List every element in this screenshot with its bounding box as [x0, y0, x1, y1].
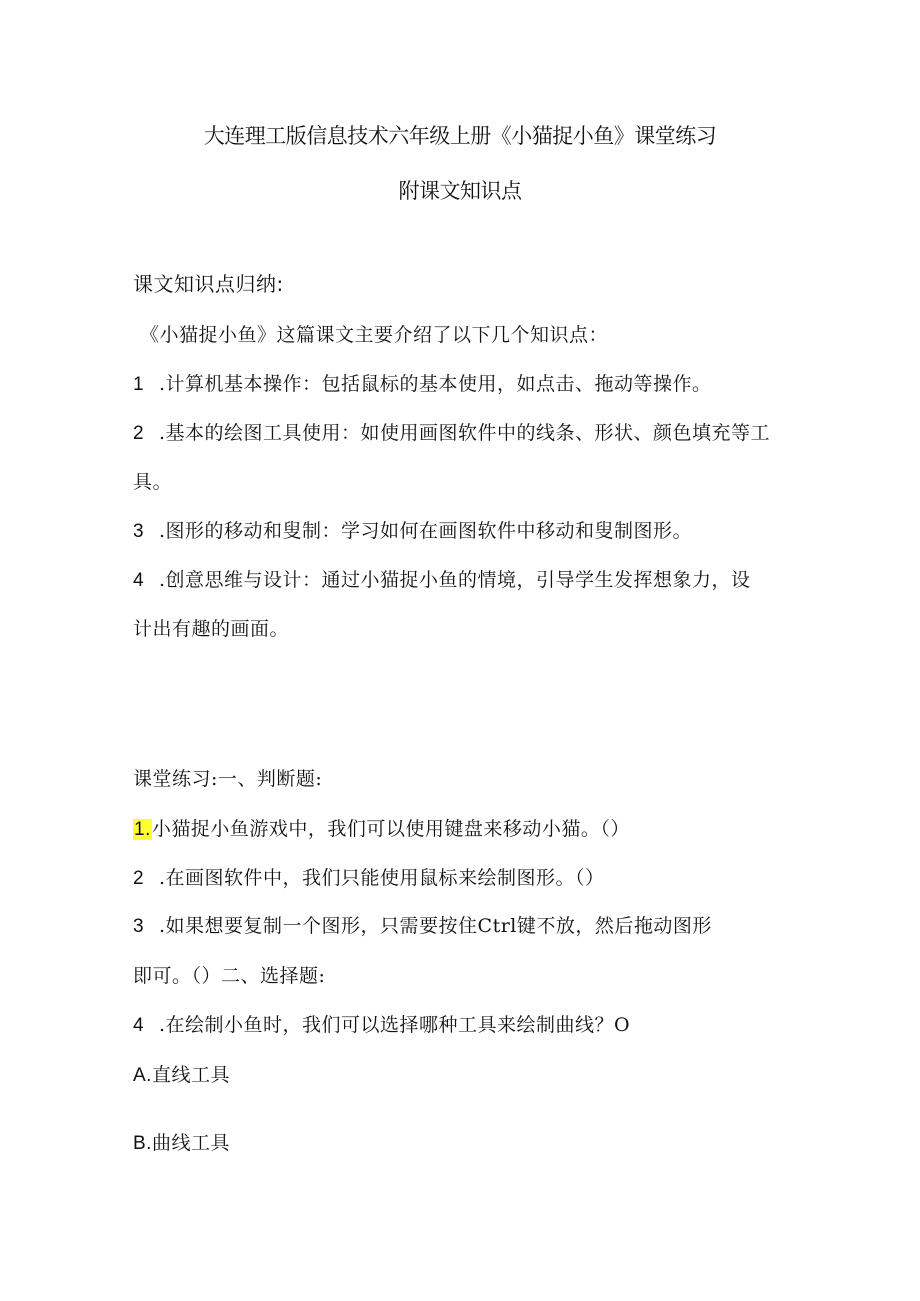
item-text: .图形的移动和叟制：学习如何在画图软件中移动和叟制图形。 — [159, 520, 693, 542]
exercise-item-3 — [133, 914, 712, 939]
item-text: .创意思维与设计：通过小猫捉小鱼的情境，引导学生发挥想象力，设 — [159, 569, 751, 591]
item-number: 2 — [133, 868, 145, 889]
option-label: A. — [133, 1065, 152, 1086]
highlight-mark: 1. — [134, 819, 151, 840]
item-text: .如果想要复制一个图形，只需要按住Ctrl键不放，然后拖动图形 — [159, 915, 712, 937]
knowledge-item-2 — [133, 421, 770, 446]
option-b — [133, 1131, 230, 1156]
document-subtitle: 附课文知识点 — [398, 179, 522, 203]
item-number: 3 — [133, 916, 145, 937]
item-number: 1 — [133, 374, 145, 395]
option-label: B. — [133, 1133, 152, 1154]
option-text: 直线工具 — [151, 1064, 230, 1086]
knowledge-item-1 — [133, 372, 712, 397]
exercise-item-4 — [133, 1013, 630, 1038]
option-text: 曲线工具 — [151, 1132, 230, 1154]
knowledge-item-2-continued: 具。 — [133, 471, 173, 493]
option-a — [133, 1063, 230, 1088]
item-text: 小猫捉小鱼游戏中，我们可以使用键盘来移动小猫。（） — [151, 818, 630, 840]
knowledge-item-4-continued: 计出有趣的画面。 — [133, 618, 290, 640]
item-number: 4 — [133, 1015, 145, 1036]
knowledge-item-4 — [133, 568, 751, 593]
item-number: 3 — [133, 521, 145, 542]
item-text: .在画图软件中，我们只能使用鼠标来绘制图形。（） — [159, 867, 605, 889]
exercise-item-1 — [133, 817, 630, 842]
exercise-item-2 — [133, 866, 605, 891]
item-text: .基本的绘图工具使用：如使用画图软件中的线条、形状、颜色填充等工 — [159, 422, 771, 444]
document-title: 大连理工版信息技术六年级上册《小猫捉小鱼》课堂练习 — [203, 124, 717, 148]
knowledge-heading: 课文知识点归纳: — [133, 272, 284, 296]
item-text: .计算机基本操作：包括鼠标的基本使用，如点击、拖动等操作。 — [159, 373, 712, 395]
item-number: 2 — [133, 423, 145, 444]
knowledge-item-3 — [133, 519, 692, 544]
item-text: .在绘制小鱼时，我们可以选择哪种工具来绘制曲线？O — [159, 1014, 631, 1036]
item-number: 4 — [133, 570, 145, 591]
exercise-item-3-continued: 即可。（）二、选择题: — [133, 965, 326, 987]
knowledge-intro: 《小猫捉小鱼》这篇课文主要介绍了以下几个知识点： — [140, 324, 609, 346]
exercise-heading: 课堂练习:一、判断题: — [133, 768, 323, 790]
